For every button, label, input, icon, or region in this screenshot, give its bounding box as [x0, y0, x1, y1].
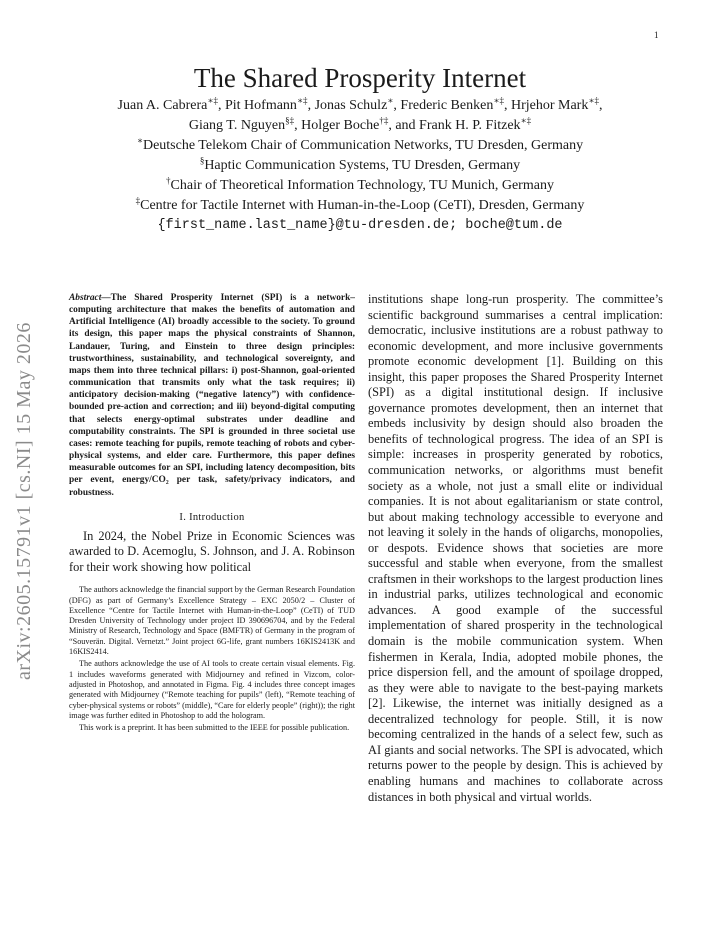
email-addresses[interactable]: {first_name.last_name}@tu-dresden.de; boche@tum.de	[157, 218, 563, 233]
paper-title: The Shared Prosperity Internet	[193, 63, 527, 93]
page-number: 1	[654, 30, 659, 40]
abstract-label: Abstract	[69, 293, 102, 303]
footnote: The authors acknowledge the financial support by the German Research Foundation (DFG) as part of Germany’s Excellence Strategy – EXC 2050/2 – Cluster of Excellence “Centre for Tactile Internet with Human-in-the-Loop” (CeTI) of TUD Dresden University of Technology under project ID 390696704, and by the Federal Ministry of Research, Technology and Space (BMFTR) of Germany in the program of “Souverän. Digital. Vernetzt.” Joint project 6G-life, grant numbers 16KIS2413K and 16KIS2414.	[69, 585, 355, 657]
author: Juan A. Cabrera∗‡	[117, 95, 218, 113]
author: Frank H. P. Fitzek∗‡	[419, 115, 532, 133]
affiliation: ‡Centre for Tactile Internet with Human-in-the-Loop (CeTI), Dresden, Germany	[135, 195, 585, 213]
author: Frederic Benken∗‡	[400, 95, 504, 113]
abstract-text: —The Shared Prosperity Internet (SPI) is a network–computing architecture that makes the benefits of automation and Artificial Intelligence (AI) broadly accessible to the society. To ground its design, this paper maps the physical constraints of Shannon, Landauer, Turing, and Einstein to three design principles: trustworthiness, sustainability, and technological sovereignty, and maps them into three technical pillars: i) post-Shannon, goal-oriented communication that transmits only what the task requires; ii) anticipatory decision-making (“negative latency”) with confidence-bounded pre-action and correction; and iii) beyond-digital computing that selects energy-optimal substrates under deadline and computability constraints. The SPI is grounded in three societal use cases: remote teaching for pupils, remote teaching of robots and cyber-physical systems, and elder care. Furthermore, this paper defines measurable outcomes for an SPI, including latency decomposition, bits per event, energy/CO₂ per task, safety/privacy indicators, and robustness.	[69, 293, 355, 498]
intro-paragraph: In 2024, the Nobel Prize in Economic Sciences was awarded to D. Acemoglu, S. Johnson, and J. A. Robinson for their work showing how political	[69, 528, 355, 574]
footnote: This work is a preprint. It has been submitted to the IEEE for possible publication.	[79, 723, 350, 733]
paper-header	[0, 62, 720, 236]
left-column	[69, 292, 355, 735]
footnotes	[69, 585, 355, 733]
affiliation: §Haptic Communication Systems, TU Dresden, Germany	[199, 155, 521, 173]
author: Jonas Schulz∗	[314, 95, 394, 113]
author: Giang T. Nguyen§‡	[188, 115, 295, 133]
footnote: The authors acknowledge the use of AI tools to create certain visual elements. Fig. 1 includes waveforms generated with Midjourney and refined in Vizcom, color-adjusted in Photoshop, and annotated in Figma. Fig. 4 includes three concept images generated with Midjourney (“Remote teaching for pupils” (left), “Remote teaching of cyber-physical systems or robots” (middle), “Care for elderly people” (right)); the right image was further edited in Photoshop to add the hologram.	[69, 659, 355, 720]
author: Hrjehor Mark∗‡	[510, 95, 599, 113]
intro-paragraph-continued: institutions shape long-run prosperity. The committee’s scientific background summarises a central implication: democratic, inclusive institutions are a robust pathway to economic development, and more inclusive governments promote economic development [1]. Building on this insight, this paper proposes the Shared Prosperity Internet (SPI) as a digital institutional design. If inclusive governance promotes development, then an internet that embeds inclusivity by design should also broaden the benefits of technological progress. The idea of an SPI is simple: increases in prosperity generated by robotics, communication networks, or algorithms must benefit society as a whole, not just a small elite or individual companies. It is not about egalitarianism or state control, but about making technology accessible to everyone and not leaving it solely in the hands of oligarchs, monopolies, or despots. Evidence shows that societies are more successful and stable when everyone, from the smallest craftsmen in their workshops to the largest production lines in industrial parks, utilizes technological and economic advances. A good example of the successful implementation of shared prosperity in the technological domain is the mobile communication system. When fishermen in Kerala, India, adopted mobile phones, the price dispersion fell, and the amount of spoilage dropped, as they were able to navigate to the best-paying markets [2]. Likewise, the internet was initially designed as a decentralized technology for people. Still, it is now becoming centralized in the hands of a select few, such as AI giants and social networks. The SPI is advocated, which returns power to the people by design. This is achieved by enabling humans and machines to collaborate across distances in both physical and virtual worlds.	[368, 292, 663, 804]
affiliation: ∗Deutsche Telekom Chair of Communication Networks, TU Dresden, Germany	[136, 135, 584, 153]
arxiv-identifier[interactable]: arXiv:2605.15791v1 [cs.NI] 15 May 2026	[13, 322, 35, 680]
abstract	[69, 292, 355, 499]
author: Pit Hofmann∗‡	[224, 95, 308, 113]
author-list: Juan A. Cabrera∗‡, Pit Hofmann∗‡, Jonas Schulz∗, Frederic Benken∗‡, Hrjehor Mark∗‡, Giang T. Nguyen§‡, Holger Boche†‡, and Frank H. P. Fitzek∗‡	[117, 95, 603, 133]
right-column	[368, 292, 663, 805]
author: Holger Boche†‡	[301, 115, 389, 133]
affiliation: †Chair of Theoretical Information Technology, TU Munich, Germany	[166, 175, 554, 193]
section-heading: I. Introduction	[179, 511, 245, 523]
